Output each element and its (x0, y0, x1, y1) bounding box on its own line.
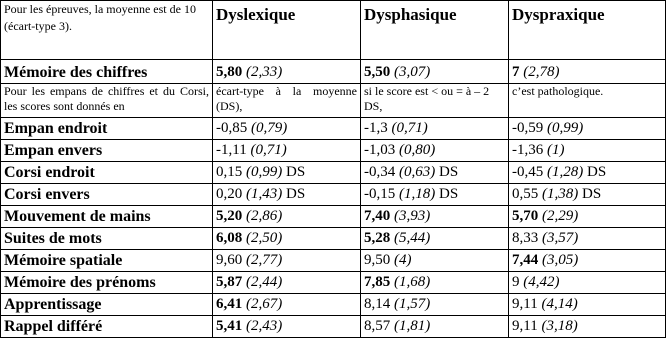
score-mean: 8,57 (364, 318, 391, 334)
table-row (1, 272, 666, 294)
score-mean: 5,50 (364, 64, 391, 80)
score-mean: 8,14 (364, 296, 391, 312)
score-mean: 5,80 (216, 64, 243, 80)
score-sd: (2,78) (523, 64, 560, 80)
score-sd: (1,81) (394, 318, 431, 334)
score-mean: 5,41 (216, 318, 243, 334)
score-sd: (1,68) (394, 274, 431, 290)
score-cell (361, 118, 509, 140)
score-sd: (1,38) (542, 186, 579, 202)
score-sd: (2,86) (246, 208, 283, 224)
score-sd: (0,79) (251, 120, 288, 136)
header-note: Pour les épreuves, la moyenne est de 10 (écart-type 3). (1, 1, 213, 60)
info-row (1, 84, 666, 118)
score-cell (361, 184, 509, 206)
score-cell (361, 162, 509, 184)
score-mean: -1,36 (512, 142, 544, 158)
row-label: Suites de mots (1, 228, 213, 250)
score-sd: (1) (547, 142, 565, 158)
score-sd: (1,28) (547, 164, 584, 180)
score-sd: (2,33) (246, 64, 283, 80)
score-mean: 0,15 (216, 164, 243, 180)
score-cell (509, 272, 666, 294)
score-mean: 5,70 (512, 208, 539, 224)
score-mean: 6,41 (216, 296, 243, 312)
score-sd: (0,71) (250, 142, 287, 158)
score-sd: (4,14) (541, 296, 578, 312)
info-note: Pour les empans de chiffres et du Corsi, les scores sont donnés en (1, 84, 213, 118)
row-label: Rappel différé (1, 316, 213, 338)
table-row (1, 206, 666, 228)
score-sd: (3,57) (542, 230, 579, 246)
scores-table-body (1, 1, 666, 338)
score-mean: -0,59 (512, 120, 544, 136)
score-mean: -0,34 (364, 164, 396, 180)
score-cell (213, 118, 361, 140)
score-mean: 9 (512, 274, 520, 290)
table-row (1, 162, 666, 184)
score-mean: -0,15 (364, 186, 396, 202)
score-mean: -1,11 (216, 142, 247, 158)
score-cell (213, 316, 361, 338)
info-note-part-2: si le score est < ou = à – 2 DS, (361, 84, 509, 118)
score-sd: (0,63) (399, 164, 436, 180)
score-mean: 7,40 (364, 208, 391, 224)
info-note-part-1: écart-type à la moyenne (DS), (213, 84, 361, 118)
score-mean: 9,50 (364, 252, 391, 268)
score-cell (361, 60, 509, 84)
score-cell (213, 250, 361, 272)
score-unit: DS (286, 186, 306, 202)
score-unit: DS (439, 186, 459, 202)
score-sd: (4) (394, 252, 412, 268)
score-cell (213, 140, 361, 162)
score-cell (509, 228, 666, 250)
score-cell (509, 162, 666, 184)
score-mean: -0,85 (216, 120, 248, 136)
score-sd: (3,93) (394, 208, 431, 224)
score-cell (213, 272, 361, 294)
score-cell (213, 60, 361, 84)
score-sd: (3,07) (394, 64, 431, 80)
score-sd: (2,77) (246, 252, 283, 268)
score-sd: (0,99) (246, 164, 283, 180)
table-row (1, 250, 666, 272)
score-cell (509, 294, 666, 316)
score-sd: (2,29) (542, 208, 579, 224)
score-mean: 9,11 (512, 296, 538, 312)
score-cell (509, 206, 666, 228)
header-row (1, 1, 666, 60)
column-header-dyslexique: Dyslexique (213, 1, 361, 60)
score-mean: 5,87 (216, 274, 243, 290)
score-sd: (3,05) (542, 252, 579, 268)
score-cell (213, 184, 361, 206)
info-note-part-3: c’est pathologique. (509, 84, 666, 118)
score-mean: 7 (512, 64, 520, 80)
score-mean: -0,45 (512, 164, 544, 180)
score-cell (361, 316, 509, 338)
score-mean: 9,60 (216, 252, 243, 268)
score-sd: (1,43) (246, 186, 283, 202)
table-row (1, 316, 666, 338)
table-row (1, 228, 666, 250)
row-label: Mouvement de mains (1, 206, 213, 228)
row-label: Mémoire des chiffres (1, 60, 213, 84)
row-label: Empan endroit (1, 118, 213, 140)
score-mean: 0,55 (512, 186, 539, 202)
table-row (1, 294, 666, 316)
row-label: Mémoire des prénoms (1, 272, 213, 294)
score-sd: (2,43) (246, 318, 283, 334)
score-cell (509, 250, 666, 272)
score-mean: -1,03 (364, 142, 396, 158)
score-sd: (0,80) (399, 142, 436, 158)
score-unit: DS (439, 164, 459, 180)
score-cell (213, 228, 361, 250)
score-cell (361, 250, 509, 272)
score-mean: 5,28 (364, 230, 391, 246)
score-sd: (5,44) (394, 230, 431, 246)
row-label: Empan envers (1, 140, 213, 162)
score-mean: 5,20 (216, 208, 243, 224)
row-label: Apprentissage (1, 294, 213, 316)
score-cell (509, 140, 666, 162)
score-sd: (2,67) (246, 296, 283, 312)
score-sd: (4,42) (523, 274, 560, 290)
score-cell (509, 316, 666, 338)
score-unit: DS (582, 186, 602, 202)
score-sd: (2,50) (246, 230, 283, 246)
score-cell (213, 162, 361, 184)
score-cell (361, 228, 509, 250)
score-cell (361, 206, 509, 228)
table-row (1, 118, 666, 140)
table-row (1, 140, 666, 162)
score-mean: 6,08 (216, 230, 243, 246)
score-mean: -1,3 (364, 120, 388, 136)
column-header-dysphasique: Dysphasique (361, 1, 509, 60)
score-cell (361, 272, 509, 294)
score-mean: 9,11 (512, 318, 538, 334)
score-sd: (3,18) (541, 318, 578, 334)
score-sd: (1,18) (399, 186, 436, 202)
score-sd: (2,44) (246, 274, 283, 290)
score-cell (213, 294, 361, 316)
score-cell (509, 60, 666, 84)
row-label: Mémoire spatiale (1, 250, 213, 272)
score-cell (213, 206, 361, 228)
score-cell (509, 184, 666, 206)
score-mean: 7,85 (364, 274, 391, 290)
score-sd: (0,71) (391, 120, 428, 136)
score-cell (509, 118, 666, 140)
score-sd: (1,57) (394, 296, 431, 312)
table-row-memoire-chiffres (1, 60, 666, 84)
score-cell (361, 294, 509, 316)
score-mean: 0,20 (216, 186, 243, 202)
row-label: Corsi envers (1, 184, 213, 206)
row-label: Corsi endroit (1, 162, 213, 184)
score-mean: 8,33 (512, 230, 539, 246)
score-unit: DS (286, 164, 306, 180)
column-header-dyspraxique: Dyspraxique (509, 1, 666, 60)
score-mean: 7,44 (512, 252, 539, 268)
score-unit: DS (587, 164, 607, 180)
score-sd: (0,99) (547, 120, 584, 136)
score-cell (361, 140, 509, 162)
table-row (1, 184, 666, 206)
